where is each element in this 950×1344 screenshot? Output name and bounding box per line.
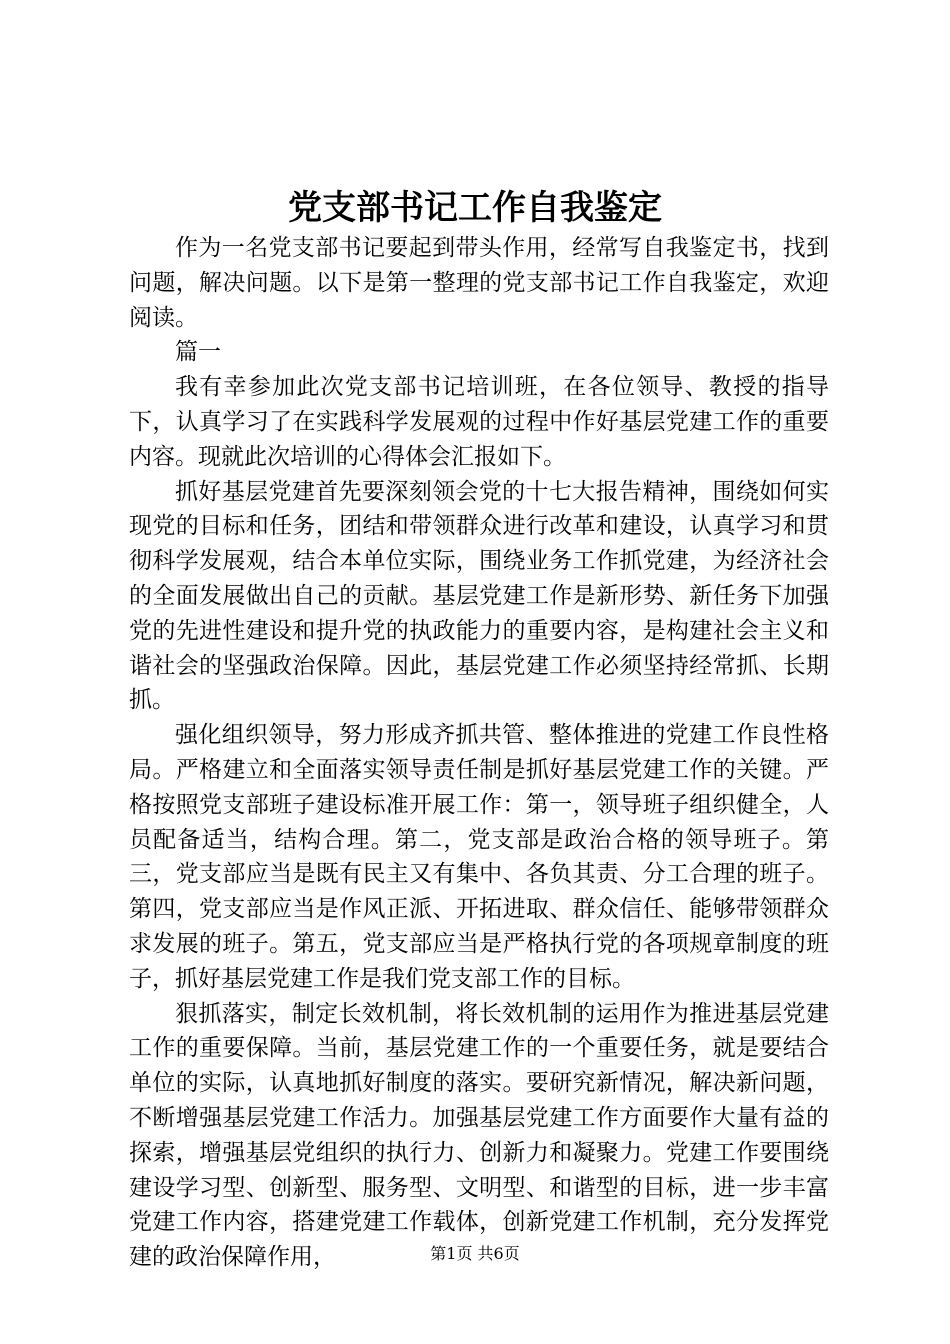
paragraph: 我有幸参加此次党支部书记培训班，在各位领导、教授的指导下，认真学习了在实践科学发展观的过程中作好基层党建工作的重要内容。现就此次培训的心得体会汇报如下。 bbox=[129, 374, 829, 470]
section-heading: 篇一 bbox=[175, 339, 221, 366]
document-title: 党支部书记工作自我鉴定 bbox=[288, 188, 662, 228]
paragraph: 抓好基层党建首先要深刻领会党的十七大报告精神，围绕如何实现党的目标和任务，团结和带领群众进行改革和建设，认真学习和贯彻科学发展观，结合本单位实际，围绕业务工作抓党建，为经济社会的全面发展做出自己的贡献。基层党建工作是新形势、新任务下加强党的先进性建设和提升党的执政能力的重要内容，是构建社会主义和谐社会的坚强政治保障。因此，基层党建工作必须坚持经常抓、长期抓。 bbox=[129, 478, 829, 714]
document-body bbox=[129, 231, 829, 1275]
paragraph: 强化组织领导，努力形成齐抓共管、整体推进的党建工作良性格局。严格建立和全面落实领导责任制是抓好基层党建工作的关键。严格按照党支部班子建设标准开展工作：第一，领导班子组织健全，人员配备适当，结构合理。第二，党支部是政治合格的领导班子。第三，党支部应当是既有民主又有集中、各负其责、分工合理的班子。第四，党支部应当是作风正派、开拓进取、群众信任、能够带领群众求发展的班子。第五，党支部应当是严格执行党的各项规章制度的班子，抓好基层党建工作是我们党支部工作的目标。 bbox=[129, 722, 829, 992]
page-footer: 第1页 共6页 bbox=[430, 1244, 520, 1263]
paragraph: 狠抓落实，制定长效机制，将长效机制的运用作为推进基层党建工作的重要保障。当前，基层党建工作的一个重要任务，就是要结合单位的实际，认真地抓好制度的落实。要研究新情况，解决新问题，不断增强基层党建工作活力。加强基层党建工作方面要作大量有益的探索，增强基层党组织的执行力、创新力和凝聚力。党建工作要围绕建设学习型、创新型、服务型、文明型、和谐型的目标，进一步丰富党建工作内容，搭建党建工作载体，创新党建工作机制，充分发挥党建的政治保障作用， bbox=[129, 1000, 829, 1271]
paragraph-intro: 作为一名党支部书记要起到带头作用，经常写自我鉴定书，找到问题，解决问题。以下是第一整理的党支部书记工作自我鉴定，欢迎阅读。 bbox=[129, 235, 829, 331]
